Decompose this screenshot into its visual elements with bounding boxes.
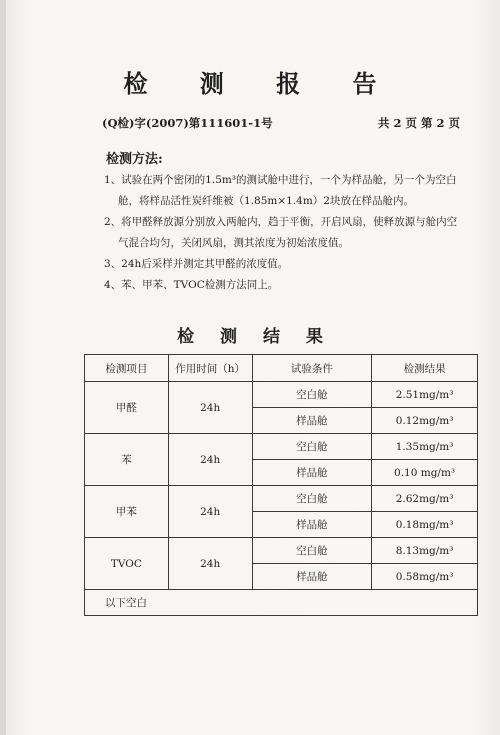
header-condition: 试验条件	[252, 355, 372, 382]
report-title: 检 测 报 告	[123, 69, 399, 98]
cell-result: 0.12mg/m³	[372, 408, 478, 434]
footer-note: 以下空白	[85, 590, 478, 616]
method-item-2-continued: 气混合均匀，关闭风扇，测其浓度为初始浓度值。	[118, 237, 349, 249]
cell-condition: 空白舱	[252, 486, 372, 512]
page-indicator: 共 2 页 第 2 页	[377, 116, 460, 130]
method-heading: 检测方法:	[106, 152, 163, 167]
cell-result: 0.58mg/m³	[372, 564, 478, 590]
cell-item: TVOC	[85, 538, 169, 590]
cell-item: 苯	[85, 434, 169, 486]
header-duration: 作用时间（h）	[168, 355, 252, 382]
results-heading: 检 测 结 果	[177, 327, 333, 347]
cell-result: 0.10 mg/m³	[372, 460, 478, 486]
results-table	[84, 354, 478, 616]
table-row	[85, 538, 478, 564]
header-test-item: 检测项目	[85, 355, 169, 382]
cell-condition: 空白舱	[252, 538, 372, 564]
method-item-1-continued: 舱，将样品活性炭纤维被（1.85m×1.4m）2块放在样品舱内。	[118, 195, 414, 207]
method-item-3: 3、24h后采样并测定其甲醛的浓度值。	[104, 258, 289, 270]
table-row	[85, 486, 478, 512]
cell-time: 24h	[168, 486, 252, 538]
method-item-2: 2、将甲醛释放源分别放入两舱内，趋于平衡，开启风扇，使释放源与舱内空	[104, 216, 458, 228]
cell-item: 甲苯	[85, 486, 169, 538]
cell-item: 甲醛	[85, 382, 169, 434]
cell-result: 1.35mg/m³	[372, 434, 478, 460]
cell-result: 8.13mg/m³	[372, 538, 478, 564]
header-result: 检测结果	[372, 355, 478, 382]
cell-condition: 样品舱	[252, 460, 372, 486]
cell-result: 2.62mg/m³	[372, 486, 478, 512]
method-item-1: 1、试验在两个密闭的1.5m³的测试舱中进行，一个为样品舱，另一个为空白	[104, 174, 457, 186]
table-footer-row	[85, 590, 478, 616]
scan-edge	[0, 0, 6, 735]
cell-condition: 空白舱	[252, 382, 372, 408]
cell-condition: 样品舱	[252, 512, 372, 538]
table-row	[85, 434, 478, 460]
cell-time: 24h	[168, 434, 252, 486]
method-item-4: 4、苯、甲苯、TVOC检测方法同上。	[104, 279, 279, 291]
cell-result: 0.18mg/m³	[372, 512, 478, 538]
cell-condition: 样品舱	[252, 408, 372, 434]
cell-result: 2.51mg/m³	[372, 382, 478, 408]
method-list	[104, 170, 476, 296]
cell-time: 24h	[168, 538, 252, 590]
cell-time: 24h	[168, 382, 252, 434]
report-reference-number: (Q检)字(2007)第111601-1号	[102, 116, 273, 130]
table-row	[85, 382, 478, 408]
cell-condition: 空白舱	[252, 434, 372, 460]
table-header-row	[85, 355, 478, 382]
cell-condition: 样品舱	[252, 564, 372, 590]
